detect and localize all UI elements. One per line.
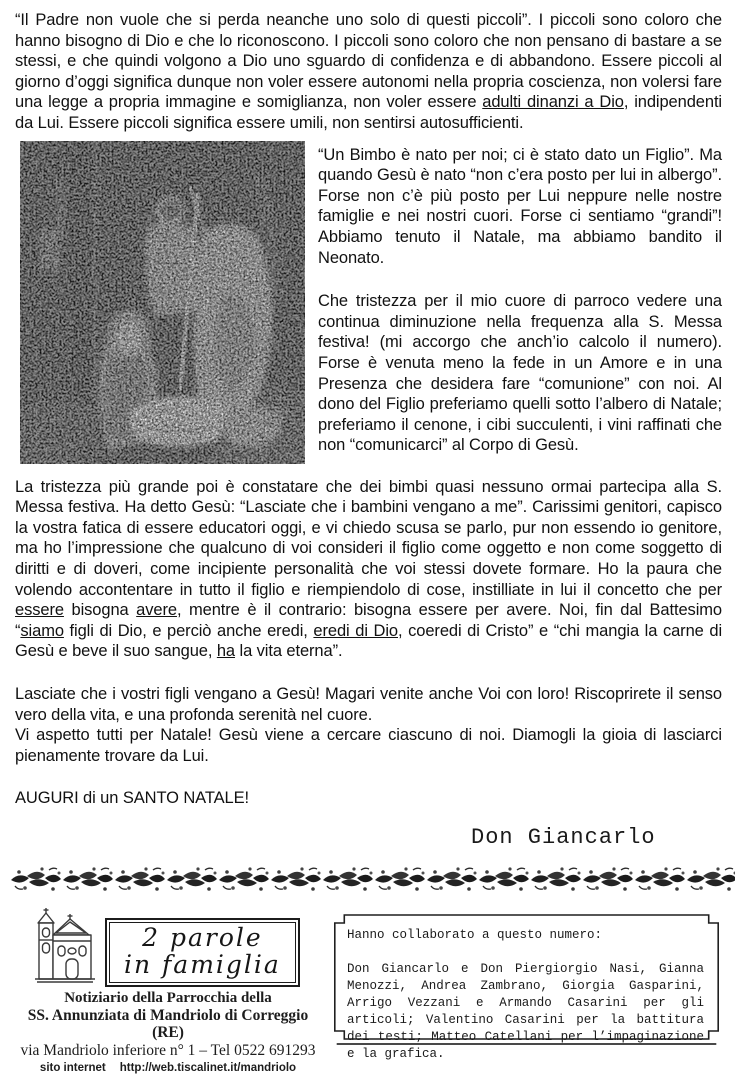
- intro-underlined-phrase: adulti dinanzi a Dio: [482, 93, 624, 112]
- paragraph-intro: [15, 10, 722, 134]
- paragraph-gap: [318, 268, 722, 291]
- publisher-website: [15, 1060, 321, 1076]
- p4-underline-avere: avere: [136, 601, 177, 620]
- masthead-title-line2: in famiglia: [124, 949, 281, 979]
- p4-underline-essere: essere: [15, 601, 64, 620]
- footer-masthead-block: [15, 907, 321, 1076]
- right-text-column: [318, 141, 722, 464]
- intro-text-pre: “Il Padre non vuole che si perda neanche uno solo di questi piccoli”. I piccoli sono coloro che hanno bisogno di Dio e che lo riconoscono. I piccoli sono coloro che non pensano di bastare a se stessi, e che quindi volgono a Dio uno sguardo di confidenza e di abbandono. Essere piccoli al giorno d’oggi significa dunque non voler essere autonomi nella propria coscienza, non volersi fare una legge a propria immagine e somiglianza, non voler essere: [15, 11, 722, 112]
- p4-seg5: , coeredi di Cristo” e “chi mangia la carne di Gesù e beve il suo sangue,: [15, 621, 723, 661]
- collaborators-box: [331, 913, 722, 1061]
- masthead-title-box: [105, 918, 300, 987]
- signature: Don Giancarlo: [471, 824, 656, 850]
- publisher-line1: Notiziario della Parrocchia della: [64, 989, 272, 1006]
- footer: [15, 907, 722, 1076]
- publisher-info: [15, 990, 321, 1076]
- image-text-row: [15, 141, 722, 464]
- publisher-line2: SS. Annunziata di Mandriolo di Correggio (RE): [27, 1006, 309, 1041]
- website-url: http://web.tiscalinet.it/mandriolo: [119, 1061, 297, 1074]
- invito-line-a: Lasciate che i vostri figli vengano a Gesù! Magari venite anche Voi con loro! Riscoprirete il senso vero della vita, e una profonda serenità nel cuore.: [15, 684, 722, 724]
- p4-underline-ha: ha: [216, 642, 236, 661]
- p4-underline-siamo: siamo: [20, 621, 64, 640]
- nativity-engraving-image: [20, 141, 305, 464]
- paragraph-invito: [15, 684, 722, 766]
- collaborators-text: [331, 913, 722, 1063]
- invito-line-b: Vi aspetto tutti per Natale! Gesù viene a cercare ciascuno di noi. Diamogli la gioia di lasciarci pienamente trovare da Lui.: [15, 726, 722, 765]
- masthead-title-line1: 2 parole: [142, 922, 263, 952]
- p4-underline-eredi: eredi di Dio: [313, 621, 398, 640]
- p4-seg2: bisogna: [63, 601, 137, 620]
- masthead-row: [15, 907, 321, 987]
- holly-garland-divider: [9, 866, 735, 894]
- paragraph-genitori: [15, 477, 722, 662]
- website-label: sito internet: [39, 1061, 106, 1074]
- paragraph-bimbo: “Un Bimbo è nato per noi; ci è stato dato un Figlio”. Ma quando Gesù è nato “non c’era posto per lui in albergo”. Forse non c’è più posto per Lui neppure nelle nostre famiglie e nei nostri cuori. Forse ci sentiamo “grandi”! Abbiamo tenuto il Natale, ma abbiamo bandito il Neonato.: [318, 145, 722, 267]
- p4-seg4: figli di Dio, e perciò anche eredi,: [63, 621, 314, 640]
- p4-seg1: La tristezza più grande poi è constatare che dei bimbi quasi nessuno ormai partecipa alla S. Messa festiva. Ha detto Gesù: “Lasciate che i bambini vengano a me”. Carissimi genitori, capisco la vostra fatica di essere educatori oggi, e vi chiedo scusa se parlo, pur non essendo io genitore, ma ho l’impressione che qualcuno di voi consideri il figlio come oggetto e non come soggetto di diritti e di doveri, come incipiente personalità che voi stessi dovete formare. Ho la paura che volendo accontentare in tutto il figlio e riempiendolo di cose, instilliate in lui il concetto che per: [15, 477, 722, 599]
- p4-seg6: la vita eterna”.: [235, 642, 343, 661]
- greeting-line: AUGURI di un SANTO NATALE!: [15, 789, 249, 808]
- masthead-title-inner: [109, 922, 296, 983]
- collaborators-title: Hanno collaborato a questo numero:: [347, 927, 603, 942]
- church-icon: [33, 907, 101, 987]
- intro-text-post: , indipendenti da Lui. Essere piccoli significa essere umili, non sentirsi autosufficienti.: [15, 93, 722, 132]
- p4-seg3: , mentre è il contrario: bisogna essere per avere. Noi, fin dal Battesimo “: [15, 601, 722, 640]
- publisher-address: via Mandriolo inferiore n° 1 – Tel 0522 691293: [20, 1041, 316, 1059]
- collaborators-names: Don Giancarlo e Don Piergiorgio Nasi, Gianna Menozzi, Andrea Zambrano, Giorgia Gasparini, Arrigo Vezzani e Armando Casarini per gli articoli; Valentino Casarini per la battitura dei testi; Matteo Catellani per l’impaginazione e la grafica.: [347, 961, 704, 1061]
- paragraph-tristezza-parroco: Che tristezza per il mio cuore di parroco vedere una continua diminuzione nella frequenza alla S. Messa festiva! (mi accorgo che anch’io calcolo il numero). Forse è venuta meno la fede in un Amore e in una Presenza che desidera fare “comunione” con noi. Al dono del Figlio preferiamo quelli sotto l’albero di Natale; preferiamo il cenone, i cibi succulenti, i vini raffinati che non “comunicarci” al Corpo di Gesù.: [318, 292, 722, 455]
